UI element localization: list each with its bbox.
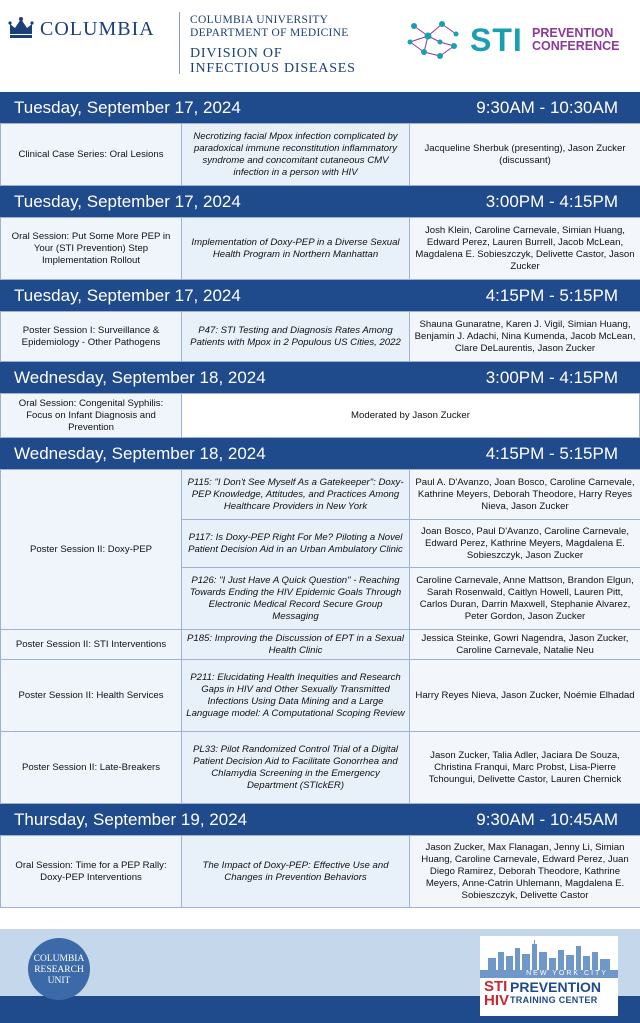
table-row (1, 218, 640, 280)
authors: Josh Klein, Caroline Carnevale, Simian Huang, Edward Perez, Lauren Burrell, Jacob McLean, Magdalena E. Sobieszczyk, Delivette Castor, Jason Zucker (410, 218, 640, 280)
session-name: Oral Session: Congenital Syphilis: Focus on Infant Diagnosis and Prevention (1, 394, 182, 438)
presentation-title: P211: Elucidating Health Inequities and Research Gaps in HIV and Other Sexually Transmitted Infections Using Data Mining and a Large Language model: A Computational Scoping Review (182, 660, 410, 732)
session-table (0, 393, 640, 438)
day-date: Thursday, September 19, 2024 (14, 809, 248, 829)
day-date: Tuesday, September 17, 2024 (14, 97, 241, 117)
sti-sub-line-1: PREVENTION (532, 26, 614, 40)
session-name: Clinical Case Series: Oral Lesions (1, 124, 182, 186)
day-date: Tuesday, September 17, 2024 (14, 191, 241, 211)
authors: Caroline Carnevale, Anne Mattson, Brandon Elgun, Sarah Rosenwald, Caitlyn Howell, Lauren Pitt, Carlos Duran, Darrin Maxwell, Stephanie Alvarez, Peter Gordon, Jason Zucker (410, 568, 640, 630)
session-table (0, 217, 640, 280)
division-line-1: DIVISION OF (190, 46, 283, 61)
authors: Shauna Gunaratne, Karen J. Vigil, Simian Huang, Benjamin J. Adachi, Nina Kumenda, Jacob McLean, Clare DeLaurentis, Jason Zucker (410, 312, 640, 362)
cru-line-2: RESEARCH (34, 965, 84, 975)
presentation-title: P115: "I Don't See Myself As a Gatekeeper": Doxy-PEP Knowledge, Attitudes, and Practices Among Healthcare Providers in New York (182, 470, 410, 520)
table-row (1, 732, 640, 804)
day-header (0, 362, 640, 393)
session-name: Poster Session II: Health Services (1, 660, 182, 732)
authors: Jacqueline Sherbuk (presenting), Jason Zucker (discussant) (410, 124, 640, 186)
session-name: Oral Session: Put Some More PEP in Your (STI Prevention) Step Implementation Rollout (1, 218, 182, 280)
session-table (0, 311, 640, 362)
day-time: 4:15PM - 5:15PM (485, 285, 618, 305)
page-header (0, 0, 640, 88)
session-name: Poster Session II: STI Interventions (1, 630, 182, 660)
columbia-logo-text: COLUMBIA (40, 18, 155, 40)
day-time: 9:30AM - 10:30AM (476, 97, 618, 117)
division-name (190, 46, 356, 76)
table-row (1, 470, 640, 520)
session-table (0, 469, 640, 804)
session-name: Poster Session II: Doxy-PEP (1, 470, 182, 630)
authors: Jason Zucker, Talia Adler, Jaciara De Souza, Christina Franqui, Marc Probst, Lisa-Pierre Tchoungui, Delivette Castor, Lauren Chernick (410, 732, 640, 804)
header-divider (179, 12, 180, 74)
sti-logo-text: STI (470, 22, 523, 58)
presentation-title: The Impact of Doxy-PEP: Effective Use and Changes in Prevention Behaviors (182, 836, 410, 908)
authors: Paul A. D'Avanzo, Joan Bosco, Caroline Carnevale, Kathrine Meyers, Deborah Theodore, Harry Reyes Nieva, Jason Zucker (410, 470, 640, 520)
session-name: Oral Session: Time for a PEP Rally: Doxy-PEP Interventions (1, 836, 182, 908)
table-row (1, 124, 640, 186)
columbia-crown-icon (8, 16, 34, 38)
day-date: Tuesday, September 17, 2024 (14, 285, 241, 305)
day-header (0, 280, 640, 311)
table-row (1, 394, 640, 438)
presentation-title: P117: Is Doxy-PEP Right For Me? Piloting a Novel Patient Decision Aid in an Urban Ambulatory Clinic (182, 520, 410, 568)
nyc-skyline-icon (486, 940, 612, 970)
dept-line-1: COLUMBIA UNIVERSITY (190, 14, 329, 26)
day-time: 4:15PM - 5:15PM (485, 443, 618, 463)
department-name (190, 14, 349, 40)
day-time: 3:00PM - 4:15PM (485, 191, 618, 211)
presentation-title: PL33: Pilot Randomized Control Trial of a Digital Patient Decision Aid to Facilitate Gonorrhea and Chlamydia Screening in the Emergency Department (STIckER) (182, 732, 410, 804)
columbia-research-unit-logo (28, 938, 90, 1000)
division-line-2: INFECTIOUS DISEASES (190, 61, 356, 76)
authors: Jessica Steinke, Gowri Nagendra, Jason Zucker, Caroline Carnevale, Natalie Neu (410, 630, 640, 660)
day-header (0, 804, 640, 835)
table-row (1, 630, 640, 660)
ptc-sti-hiv (484, 980, 510, 1008)
day-date: Wednesday, September 18, 2024 (14, 367, 266, 387)
authors: Joan Bosco, Paul D'Avanzo, Caroline Carnevale, Edward Perez, Kathrine Meyers, Magdalena E. Sobieszczyk, Jason Zucker (410, 520, 640, 568)
cru-line-3: UNIT (47, 976, 71, 986)
day-time: 3:00PM - 4:15PM (485, 367, 618, 387)
authors: Harry Reyes Nieva, Jason Zucker, Noémie Elhadad (410, 660, 640, 732)
authors: Jason Zucker, Max Flanagan, Jenny Li, Simian Huang, Caroline Carnevale, Edward Perez, Juan Diego Ramirez, Deborah Theodore, Kathrine Meyers, Anne-Catrin Uhlemann, Magdalena E. Sobieszczyk, Delivette Castor (410, 836, 640, 908)
dept-line-2: DEPARTMENT OF MEDICINE (190, 27, 349, 39)
presentation-title: P47: STI Testing and Diagnosis Rates Among Patients with Mpox in 2 Populous US Cities, 2022 (182, 312, 410, 362)
presentation-title: P126: "I Just Have A Quick Question" - Reaching Towards Ending the HIV Epidemic Goals Through Electronic Medical Record Secure Group Messaging (182, 568, 410, 630)
prevention-training-center-logo (480, 936, 618, 1016)
ptc-sti: STI (484, 978, 508, 995)
schedule (0, 92, 640, 908)
session-name: Poster Session II: Late-Breakers (1, 732, 182, 804)
session-table (0, 835, 640, 908)
ptc-training-center: TRAINING CENTER (510, 995, 598, 1005)
network-logo-icon (406, 16, 464, 64)
ptc-city: NEW YORK CITY (480, 970, 618, 978)
presentation-title: Implementation of Doxy-PEP in a Diverse Sexual Health Program in Northern Manhattan (182, 218, 410, 280)
sti-sub-line-2: CONFERENCE (532, 39, 620, 53)
session-name: Poster Session I: Surveillance & Epidemiology - Other Pathogens (1, 312, 182, 362)
day-header (0, 92, 640, 123)
ptc-prevention: PREVENTION (510, 979, 602, 995)
cru-line-1: COLUMBIA (33, 954, 85, 964)
day-time: 9:30AM - 10:45AM (476, 809, 618, 829)
table-row (1, 312, 640, 362)
table-row (1, 660, 640, 732)
presentation-title: P185: Improving the Discussion of EPT in a Sexual Health Clinic (182, 630, 410, 660)
presentation-title: Necrotizing facial Mpox infection complicated by paradoxical immune reconstitution inflammatory syndrome and concomitant cutaneous CMV infection in a person with HIV (182, 124, 410, 186)
moderator-note: Moderated by Jason Zucker (182, 394, 640, 438)
ptc-hiv: HIV (484, 992, 510, 1009)
session-table (0, 123, 640, 186)
day-header (0, 186, 640, 217)
day-header (0, 438, 640, 469)
sti-conference-subtitle (532, 27, 620, 53)
table-row (1, 836, 640, 908)
day-date: Wednesday, September 18, 2024 (14, 443, 266, 463)
